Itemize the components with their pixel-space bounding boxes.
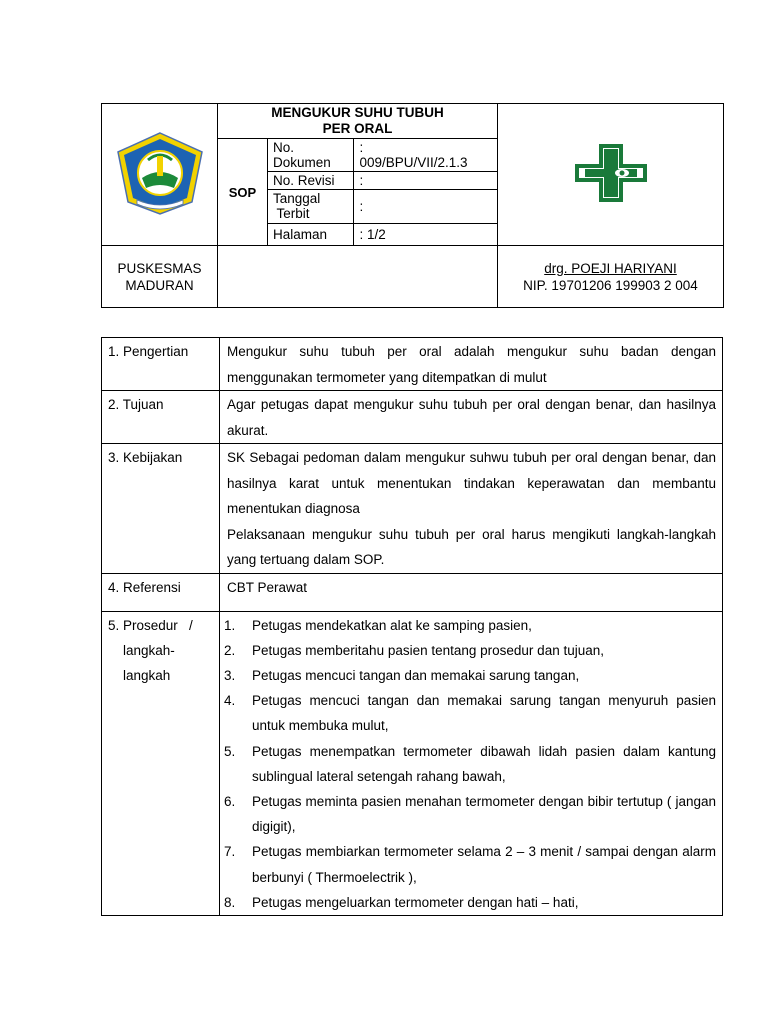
sop-header-table <box>101 103 724 308</box>
step-number: 6. <box>224 793 236 809</box>
document-meta-cell <box>268 139 498 246</box>
section-text-kebijakan <box>220 444 723 574</box>
organization-location: MADURAN <box>125 277 194 293</box>
meta-key-page: Halaman <box>268 223 353 245</box>
step-text: Petugas menempatkan termometer dibawah lidah pasien dalam kantung sublingual lateral setengah rahang bawah, <box>252 743 716 784</box>
section-row-pengertian <box>102 338 723 391</box>
blank-cell <box>218 246 498 308</box>
section-label-tujuan: 2. Tujuan <box>102 391 220 444</box>
section-text-referensi: CBT Perawat <box>220 573 723 611</box>
section-row-kebijakan <box>102 444 723 574</box>
kebijakan-paragraph-1: SK Sebagai pedoman dalam mengukur suhwu tubuh per oral dengan benar, dan hasilnya karat untuk menentukan tindakan keperawatan dan membantu menentukan diagnosa <box>227 450 716 516</box>
step-number: 1. <box>224 617 236 633</box>
section-label-referensi: 4. Referensi <box>102 573 220 611</box>
right-logo-cell <box>498 104 724 246</box>
meta-value-page: : 1/2 <box>359 226 386 242</box>
step-text: Petugas mencuci tangan dan memakai sarung tangan menyuruh pasien untuk membuka mulut, <box>252 693 716 734</box>
step-text: Petugas membiarkan termometer selama 2 – 3 menit / sampai dengan alarm berbunyi ( Thermoelectrik ), <box>252 844 716 885</box>
meta-value-doc-number: : 009/BPU/VII/2.1.3 <box>353 139 497 171</box>
meta-value-revision: : <box>353 171 497 189</box>
procedure-step <box>222 890 716 915</box>
organization-name: PUSKESMAS <box>117 260 202 276</box>
title-line-1: MENGUKUR SUHU TUBUH <box>271 105 444 120</box>
signer-nip: NIP. 19701206 199903 2 004 <box>523 277 698 293</box>
procedure-steps-list <box>222 613 716 915</box>
organization-cell <box>102 246 218 308</box>
regency-emblem-logo <box>112 130 208 216</box>
section-label-pengertian: 1. Pengertian <box>102 338 220 391</box>
document-title <box>218 104 498 139</box>
procedure-step <box>222 688 716 738</box>
section-row-tujuan <box>102 391 723 444</box>
prosedur-label-line-3: langkah <box>123 667 171 683</box>
procedure-step <box>222 839 716 889</box>
step-text: Petugas memberitahu pasien tentang prosedur dan tujuan, <box>252 642 604 658</box>
sop-label: SOP <box>218 139 268 246</box>
meta-value-issue-date: : <box>353 189 497 223</box>
step-number: 8. <box>224 894 236 910</box>
procedure-step <box>222 663 716 688</box>
signer-name: drg. POEJI HARIYANI <box>544 260 677 276</box>
prosedur-label-line-2: langkah- <box>123 642 175 658</box>
section-steps-prosedur <box>220 611 723 915</box>
section-label-kebijakan: 3. Kebijakan <box>102 444 220 574</box>
signature-cell <box>498 246 724 308</box>
left-logo-cell <box>102 104 218 246</box>
document-meta-table <box>268 139 497 245</box>
procedure-step <box>222 613 716 638</box>
section-row-referensi <box>102 573 723 611</box>
section-label-prosedur <box>102 611 220 915</box>
procedure-step <box>222 638 716 663</box>
section-text-tujuan: Agar petugas dapat mengukur suhu tubuh per oral dengan benar, dan hasilnya akurat. <box>220 391 723 444</box>
green-cross-puskesmas-logo <box>567 138 655 208</box>
step-number: 3. <box>224 667 236 683</box>
step-text: Petugas mencuci tangan dan memakai sarung tangan, <box>252 667 580 683</box>
title-line-2: PER ORAL <box>322 121 393 136</box>
prosedur-label-line-1: 5. Prosedur / <box>108 617 193 633</box>
step-number: 5. <box>224 743 236 759</box>
procedure-step <box>222 789 716 839</box>
step-number: 7. <box>224 844 236 860</box>
step-number: 4. <box>224 693 236 709</box>
meta-key-revision: No. Revisi <box>268 171 353 189</box>
section-row-prosedur <box>102 611 723 915</box>
step-text: Petugas meminta pasien menahan termometer dengan bibir tertutup ( jangan digigit), <box>252 793 716 835</box>
step-text: Petugas mendekatkan alat ke samping pasien, <box>252 617 532 633</box>
kebijakan-paragraph-2: Pelaksanaan mengukur suhu tubuh per oral harus mengikuti langkah-langkah yang tertuang dalam SOP. <box>227 526 716 567</box>
sop-body-table <box>101 337 723 916</box>
step-text: Petugas mengeluarkan termometer dengan hati – hati, <box>252 894 579 910</box>
section-text-pengertian: Mengukur suhu tubuh per oral adalah mengukur suhu badan dengan menggunakan termometer yang ditempatkan di mulut <box>220 338 723 391</box>
meta-key-issue-date: Tanggal Terbit <box>268 189 353 223</box>
step-number: 2. <box>224 642 236 658</box>
procedure-step <box>222 739 716 789</box>
meta-key-doc-number: No. Dokumen <box>268 139 353 171</box>
